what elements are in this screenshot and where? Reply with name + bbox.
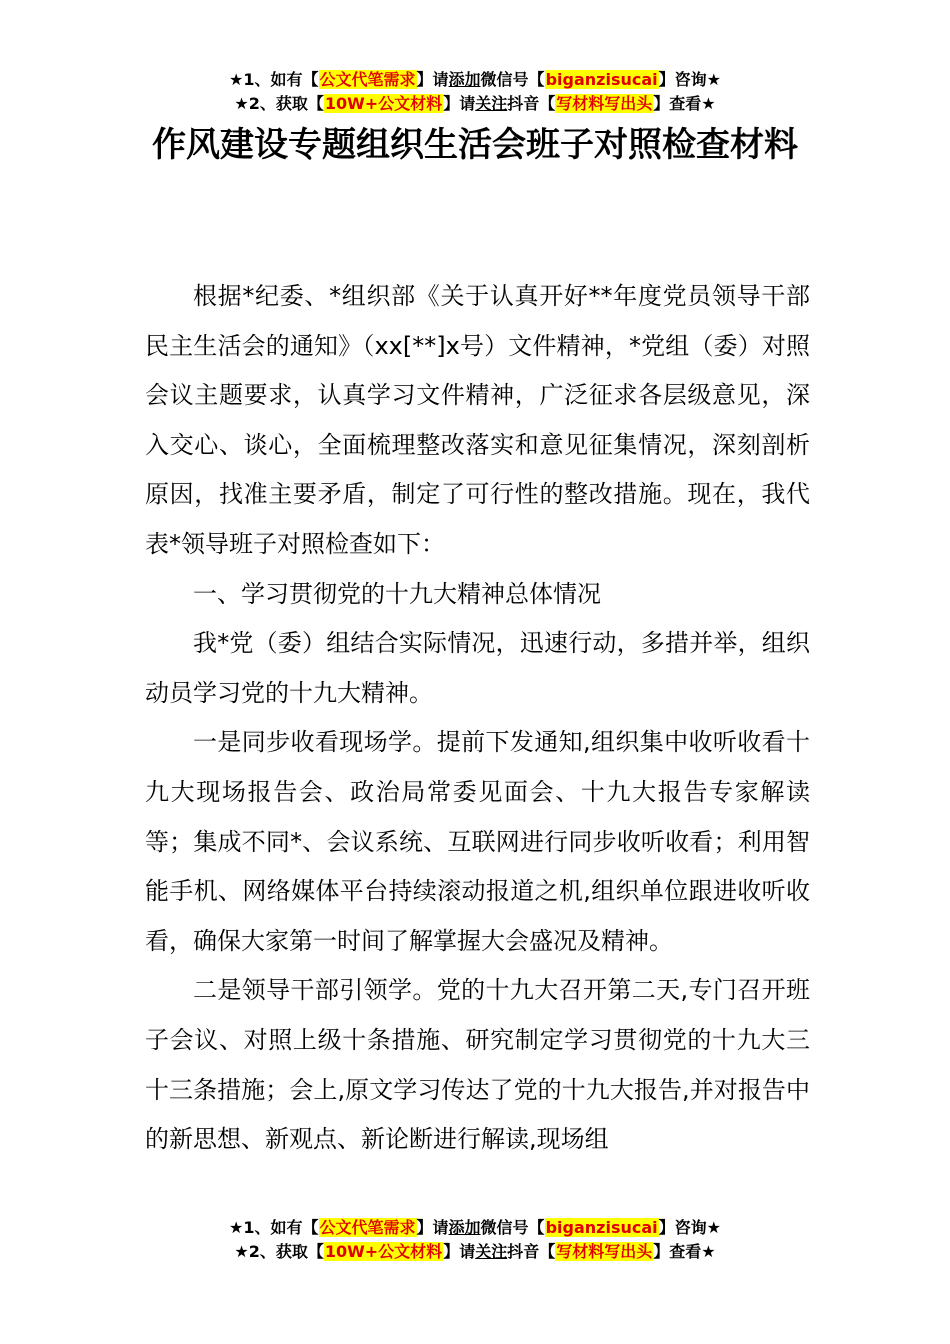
- promo-highlight: 写材料写出头: [556, 94, 653, 113]
- promo-highlight: biganzisucai: [545, 1218, 658, 1237]
- document-title: 作风建设专题组织生活会班子对照检查材料: [152, 125, 798, 165]
- promo-text: 抖音【: [507, 1242, 556, 1261]
- promo-highlight: 写材料写出头: [556, 1242, 653, 1261]
- promo-text: ★2、获取【: [234, 94, 324, 113]
- promo-text: 】请: [416, 1218, 449, 1237]
- promo-line-2: [0, 1240, 950, 1264]
- promo-text: 】请: [416, 70, 449, 89]
- promo-text: ★1、如有【: [229, 70, 319, 89]
- promo-underline: 关注: [475, 94, 508, 113]
- promo-banner-top: [0, 68, 950, 116]
- promo-text: 】咨询★: [658, 1218, 721, 1237]
- promo-text: 微信号【: [480, 1218, 545, 1237]
- promo-highlight: biganzisucai: [545, 70, 658, 89]
- promo-underline: 添加: [448, 1218, 481, 1237]
- paragraph: 我*党（委）组结合实际情况，迅速行动，多措并举，组织动员学习党的十九大精神。: [145, 629, 810, 707]
- promo-highlight: 10W+公文材料: [324, 94, 443, 113]
- promo-text: ★2、获取【: [234, 1242, 324, 1261]
- paragraph: 根据*纪委、*组织部《关于认真开好**年度党员领导干部民主生活会的通知》（xx[**]x号）文件精神，*党组（委）对照会议主题要求，认真学习文件精神，广泛征求各层级意见，深入交心、谈心，全面梳理整改落实和意见征集情况，深刻剖析原因，找准主要矛盾，制定了可行性的整改措施。现在，我代表*领导班子对照检查如下：: [145, 282, 810, 558]
- promo-text: 抖音【: [507, 94, 556, 113]
- promo-text: 】请: [443, 1242, 476, 1261]
- promo-text: 】请: [443, 94, 476, 113]
- promo-text: 】查看★: [653, 94, 716, 113]
- section-heading: 一、学习贯彻党的十九大精神总体情况: [193, 579, 601, 608]
- promo-underline: 关注: [475, 1242, 508, 1261]
- promo-highlight: 公文代笔需求: [319, 70, 416, 89]
- promo-text: 】查看★: [653, 1242, 716, 1261]
- promo-line-1: [0, 68, 950, 92]
- promo-text: 】咨询★: [658, 70, 721, 89]
- promo-text: ★1、如有【: [229, 1218, 319, 1237]
- promo-banner-bottom: [0, 1216, 950, 1264]
- promo-text: 微信号【: [480, 70, 545, 89]
- promo-line-1: [0, 1216, 950, 1240]
- promo-line-2: [0, 92, 950, 116]
- promo-highlight: 10W+公文材料: [324, 1242, 443, 1261]
- paragraph: 一是同步收看现场学。提前下发通知,组织集中收听收看十九大现场报告会、政治局常委见面会、十九大报告专家解读等；集成不同*、会议系统、互联网进行同步收听收看；利用智能手机、网络媒体平台持续滚动报道之机,组织单位跟进收听收看，确保大家第一时间了解掌握大会盛况及精神。: [145, 728, 810, 955]
- promo-underline: 添加: [448, 70, 481, 89]
- document-body: [145, 272, 810, 1165]
- paragraph: 二是领导干部引领学。党的十九大召开第二天,专门召开班子会议、对照上级十条措施、研究制定学习贯彻党的十九大三十三条措施；会上,原文学习传达了党的十九大报告,并对报告中的新思想、新观点、新论断进行解读,现场组: [145, 976, 810, 1154]
- promo-highlight: 公文代笔需求: [319, 1218, 416, 1237]
